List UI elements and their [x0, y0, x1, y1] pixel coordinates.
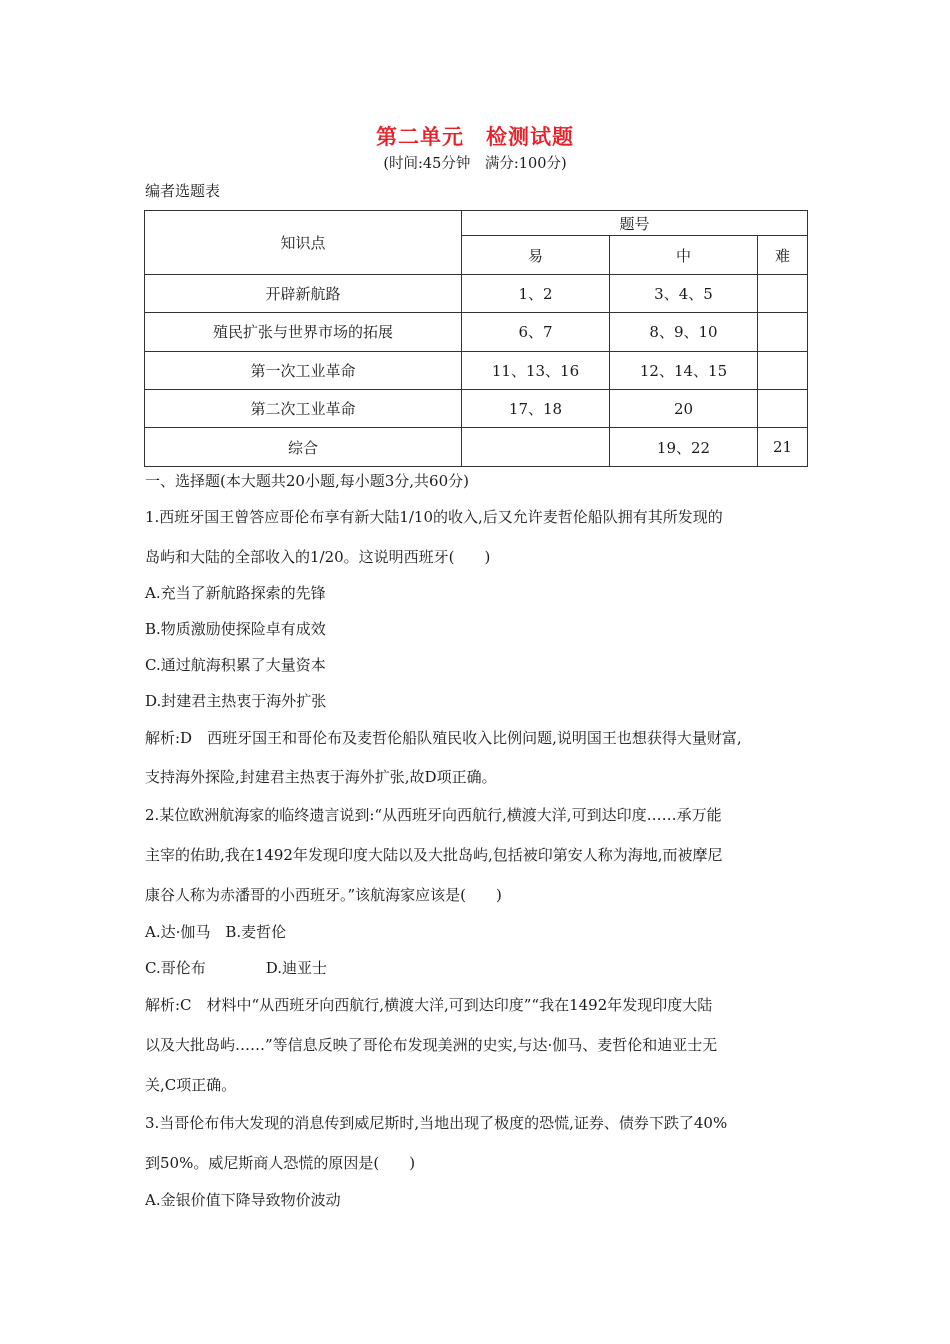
table-row: [145, 274, 808, 312]
easy-cell: 6、7: [462, 313, 610, 351]
q2-options-line: C.哥伦布 D.迪亚士: [145, 959, 327, 977]
easy-cell: 17、18: [462, 390, 610, 428]
medium-cell: 8、9、10: [610, 313, 758, 351]
q3-option-a: A.金银价值下降导致物价波动: [145, 1191, 341, 1209]
easy-cell: 1、2: [462, 274, 610, 312]
hard-cell: [758, 274, 808, 312]
document-title: 第二单元 检测试题: [376, 124, 574, 149]
hard-cell: [758, 390, 808, 428]
hard-cell: 21: [758, 428, 808, 467]
medium-cell: 20: [610, 390, 758, 428]
table-row: [145, 313, 808, 351]
table-caption: 编者选题表: [145, 182, 221, 200]
q3-stem-line: 到50%。威尼斯商人恐慌的原因是( ): [145, 1154, 416, 1172]
q1-option-b: B.物质激励使探险卓有成效: [145, 620, 326, 638]
document-subtitle: (时间:45分钟 满分:100分): [383, 156, 567, 172]
header-number-cell: 题号: [462, 211, 808, 236]
q1-option-d: D.封建君主热衷于海外扩张: [145, 692, 327, 710]
hard-cell: [758, 351, 808, 389]
q1-analysis-line: 解析:D 西班牙国王和哥伦布及麦哲伦船队殖民收入比例问题,说明国王也想获得大量财富,: [145, 729, 742, 747]
q2-analysis-line: 关,C项正确。: [145, 1076, 237, 1094]
q2-analysis-line: 以及大批岛屿……”等信息反映了哥伦布发现美洲的史实,与达·伽马、麦哲伦和迪亚士无: [145, 1036, 718, 1054]
topic-cell: 综合: [145, 428, 462, 467]
table-header-row: [145, 211, 808, 236]
hard-cell: [758, 313, 808, 351]
q1-stem-line: 1.西班牙国王曾答应哥伦布享有新大陆1/10的收入,后又允许麦哲伦船队拥有其所发现的: [145, 508, 723, 526]
q2-stem-line: 康谷人称为赤潘哥的小西班牙。”该航海家应该是( ): [145, 886, 502, 904]
q2-analysis-line: 解析:C 材料中“从西班牙向西航行,横渡大洋,可到达印度”“我在1492年发现印度大陆: [145, 996, 713, 1014]
medium-cell: 19、22: [610, 428, 758, 467]
easy-cell: 11、13、16: [462, 351, 610, 389]
q1-analysis-line: 支持海外探险,封建君主热衷于海外扩张,故D项正确。: [145, 768, 497, 786]
topic-cell: 殖民扩张与世界市场的拓展: [145, 313, 462, 351]
topic-cell: 第一次工业革命: [145, 351, 462, 389]
topic-cell: 第二次工业革命: [145, 390, 462, 428]
q2-options-line: A.达·伽马 B.麦哲伦: [145, 923, 287, 941]
q1-stem-line: 岛屿和大陆的全部收入的1/20。这说明西班牙( ): [145, 548, 491, 566]
q1-option-c: C.通过航海积累了大量资本: [145, 656, 326, 674]
table-row: [145, 390, 808, 428]
table-row: [145, 351, 808, 389]
q1-option-a: A.充当了新航路探索的先锋: [145, 584, 326, 602]
table-row: [145, 428, 808, 467]
medium-cell: 3、4、5: [610, 274, 758, 312]
level-medium-cell: 中: [610, 236, 758, 274]
section-heading: 一、选择题(本大题共20小题,每小题3分,共60分): [145, 472, 469, 490]
q3-stem-line: 3.当哥伦布伟大发现的消息传到威尼斯时,当地出现了极度的恐慌,证券、债券下跌了40%: [145, 1114, 728, 1132]
level-hard-cell: 难: [758, 236, 808, 274]
question-selection-table: [144, 210, 808, 467]
q2-stem-line: 2.某位欧洲航海家的临终遗言说到:“从西班牙向西航行,横渡大洋,可到达印度……承万能: [145, 806, 722, 824]
level-easy-cell: 易: [462, 236, 610, 274]
q2-stem-line: 主宰的佑助,我在1492年发现印度大陆以及大批岛屿,包括被印第安人称为海地,而被摩尼: [145, 846, 723, 864]
header-knowledge-cell: 知识点: [145, 211, 462, 275]
medium-cell: 12、14、15: [610, 351, 758, 389]
easy-cell: [462, 428, 610, 467]
topic-cell: 开辟新航路: [145, 274, 462, 312]
